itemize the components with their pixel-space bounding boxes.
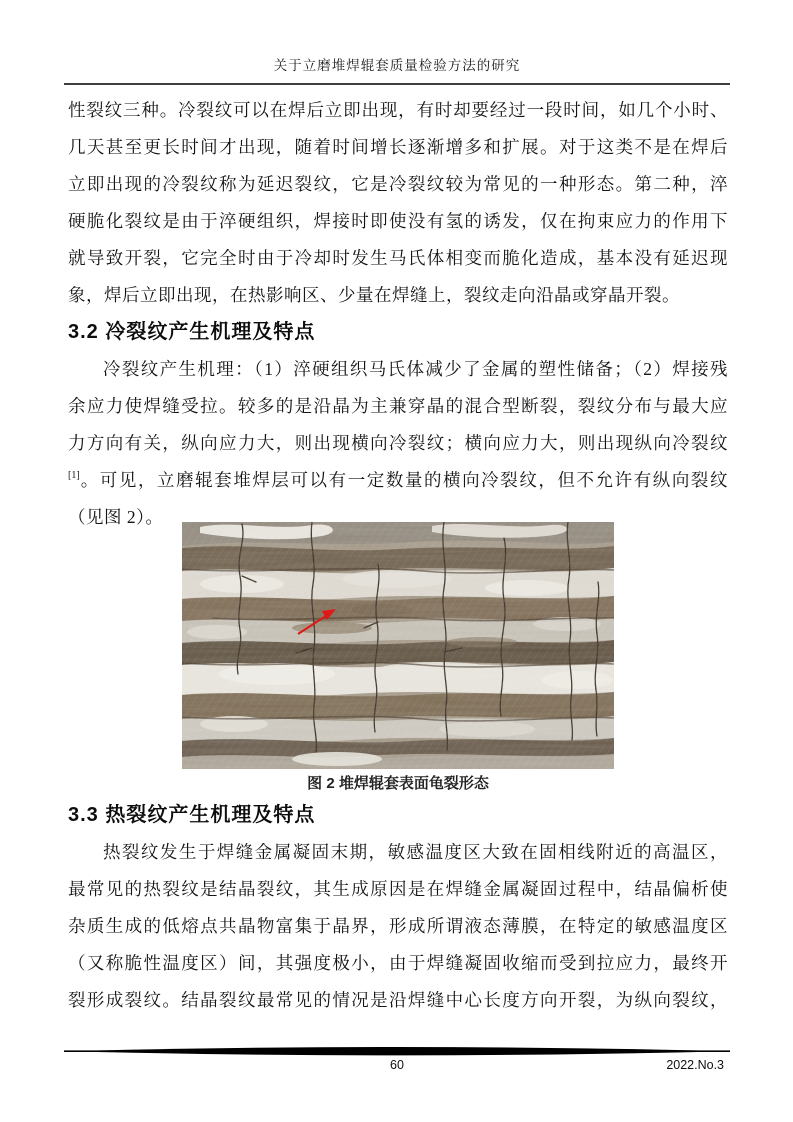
- weld-surface-photo-graphic: [182, 522, 614, 769]
- text-line: 热裂纹发生于焊缝金属凝固末期，敏感温度区大致在固相线附近的高温区，: [103, 842, 728, 862]
- footer-rule: [64, 1045, 730, 1057]
- text-line: （见图 2）。: [68, 507, 164, 527]
- text-line: 几天甚至更长时间才出现，随着时间增长逐渐增多和扩展。对于这类不是在焊后: [68, 137, 728, 157]
- citation-marker: [1]: [68, 470, 80, 481]
- section-heading-3-3: 3.3 热裂纹产生机理及特点: [68, 804, 316, 826]
- text-line: （又称脆性温度区）间，其强度极小，由于焊缝凝固收缩而受到拉应力，最终开: [68, 953, 728, 973]
- text-line: 。可见，立磨辊套堆焊层可以有一定数量的横向冷裂纹，但不允许有纵向裂纹: [79, 470, 728, 490]
- weld-surface-photo: [182, 522, 614, 769]
- issue-label: 2022.No.3: [666, 1058, 724, 1072]
- text-line: 立即出现的冷裂纹称为延迟裂纹，它是冷裂纹较为常见的一种形态。第二种，淬: [68, 174, 728, 194]
- page-body: [68, 92, 728, 1019]
- figure-caption: 图 2 堆焊辊套表面龟裂形态: [307, 775, 489, 792]
- text-line: 最常见的热裂纹是结晶裂纹，其生成原因是在焊缝金属凝固过程中，结晶偏析使: [68, 879, 728, 899]
- text-line: 冷裂纹产生机理：（1）淬硬组织马氏体减少了金属的塑性储备；（2）焊接残: [103, 359, 728, 379]
- text-line: 象，焊后立即出现，在热影响区、少量在焊缝上，裂纹走向沿晶或穿晶开裂。: [68, 285, 680, 305]
- text-line: 裂形成裂纹。结晶裂纹最常见的情况是沿焊缝中心长度方向开裂，为纵向裂纹，: [68, 990, 728, 1010]
- footer: [64, 1058, 730, 1078]
- section-heading-3-2: 3.2 冷裂纹产生机理及特点: [68, 321, 316, 343]
- text-line: 力方向有关，纵向应力大，则出现横向冷裂纹；横向应力大，则出现纵向冷裂纹: [68, 433, 728, 453]
- figure-2: [68, 522, 728, 797]
- text-line: 余应力使焊缝受拉。较多的是沿晶为主兼穿晶的混合型断裂，裂纹分布与最大应: [68, 396, 728, 416]
- text-line: 硬脆化裂纹是由于淬硬组织，焊接时即使没有氢的诱发，仅在拘束应力的作用下: [68, 211, 728, 231]
- text-line: 性裂纹三种。冷裂纹可以在焊后立即出现，有时却要经过一段时间，如几个小时、: [68, 100, 728, 120]
- text-line-with-reference: [68, 462, 728, 499]
- page-number: 60: [390, 1058, 404, 1072]
- running-title: 关于立磨堆焊辊套质量检验方法的研究: [64, 54, 730, 85]
- text-line: 就导致开裂，它完全时由于冷却时发生马氏体相变而脆化造成，基本没有延迟现: [68, 248, 728, 268]
- text-line: 杂质生成的低熔点共晶物富集于晶界，形成所谓液态薄膜，在特定的敏感温度区: [68, 916, 728, 936]
